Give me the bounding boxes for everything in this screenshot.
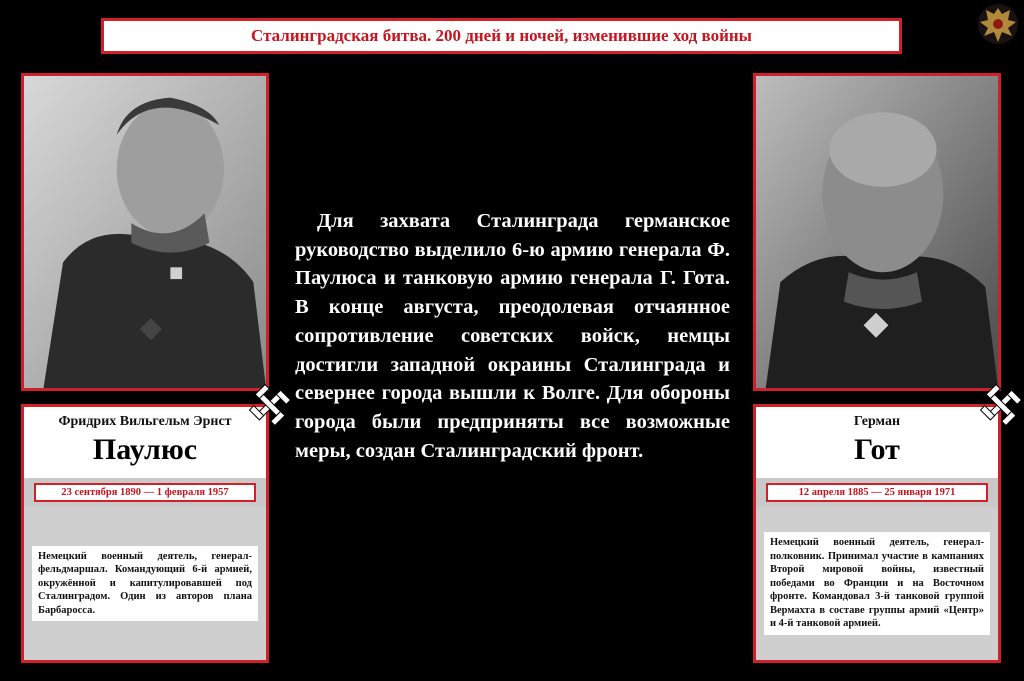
- life-dates: 12 апреля 1885 — 25 января 1971: [766, 483, 989, 502]
- bio-panel: [756, 507, 998, 660]
- portrait-photo-hoth: [753, 73, 1001, 391]
- page-title-text: Сталинградская битва. 200 дней и ночей, изменившие ход войны: [251, 26, 752, 45]
- date-band: [24, 478, 266, 507]
- first-names: Герман: [853, 414, 901, 429]
- page-title: [101, 18, 902, 54]
- portrait-photo-paulus: [21, 73, 269, 391]
- swastika-icon: [248, 383, 292, 427]
- surname: Гот: [854, 433, 900, 466]
- date-band: [756, 478, 998, 507]
- main-description: Для захвата Сталинграда германское руководство выделило 6-ю армию генерала Ф. Паулюса и танковую армию генерала Г. Гота. В конце августа, преодолевая отчаянное сопротивление советских войск, немцы достигли западной окраины Сталинграда и севернее города вышли к Волге. Для обороны города были предприняты все возможные меры, создан Сталинградский фронт.: [295, 210, 730, 462]
- life-dates: 23 сентября 1890 — 1 февраля 1957: [34, 483, 257, 502]
- bio-panel: [24, 507, 266, 660]
- swastika-icon: [979, 383, 1023, 427]
- person-card-hoth: [753, 404, 1001, 663]
- double-headed-eagle-icon: [972, 0, 1024, 52]
- bio-text: Немецкий военный деятель, генерал-фельдмаршал. Командующий 6-й армией, окружённой и капитулировавшей под Сталинградом. Один из авторов плана Барбаросса.: [32, 546, 258, 622]
- bio-text: Немецкий военный деятель, генерал-полковник. Принимал участие в кампаниях Второй мировой войны, известный победами во Франции и на Восточном фронте. Командовал 3-й танковой группой Вермахта в составе группы армий «Центр» и 4-й танковой армией.: [764, 532, 990, 635]
- surname: Паулюс: [92, 433, 198, 466]
- first-names: Фридрих Вильгельм Эрнст: [58, 414, 232, 429]
- person-card-paulus: [21, 404, 269, 663]
